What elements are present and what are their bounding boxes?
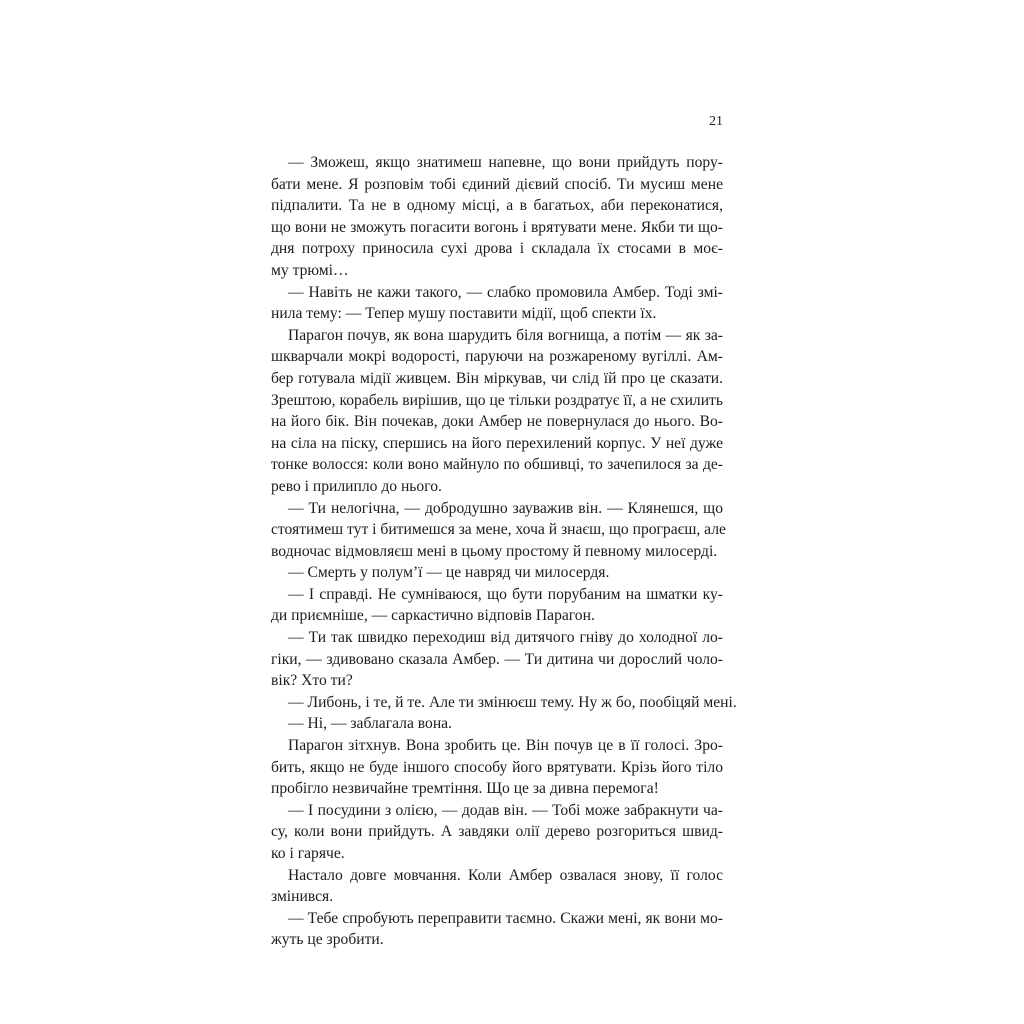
- paragraph: [271, 282, 723, 325]
- text-line: — Ні, — заблагала вона.: [288, 715, 452, 733]
- text-line: ди приємніше, — саркастично відповів Парагон.: [271, 607, 595, 625]
- text-line: стоятимеш тут і битимешся за мене, хоча й знаєш, що програєш, але: [271, 521, 726, 539]
- text-line: на сіла на піску, спершись на його перехилений корпус. У неї дуже: [271, 434, 723, 452]
- page-number: 21: [709, 114, 723, 129]
- text-line: — Смерть у полум’ї — це навряд чи милосердя.: [288, 564, 610, 582]
- text-line: гіки, — здивовано сказала Амбер. — Ти дитина чи дорослий чоло-: [271, 650, 723, 668]
- text-line: дня потроху приносила сухі дрова і складала їх стосами в моє-: [271, 240, 723, 258]
- text-line: пробігло незвичайне тремтіння. Що це за дивна перемога!: [271, 780, 659, 798]
- paragraph: [271, 692, 737, 714]
- text-line: нила тему: — Тепер мушу поставити мідії, щоб спекти їх.: [271, 305, 657, 323]
- text-line: — Навіть не кажи такого, — слабко промовила Амбер. Тоді змі-: [288, 283, 723, 301]
- text-line: водночас відмовляєш мені в цьому простому й певному милосерді.: [271, 542, 718, 560]
- paragraph: [271, 908, 723, 951]
- text-line: на його бік. Він почекав, доки Амбер не повернулася до нього. Во-: [271, 413, 723, 431]
- text-line: підпалити. Та не в одному місці, а в багатьох, аби переконатися,: [271, 197, 723, 215]
- paragraph: [271, 627, 723, 692]
- text-line: ко і гаряче.: [271, 845, 345, 862]
- text-line: що вони не зможуть погасити вогонь і врятувати мене. Якби ти що-: [271, 218, 723, 236]
- text-line: рево і прилипло до нього.: [271, 477, 442, 495]
- text-line: — Ти так швидко переходиш від дитячого гніву до холодної ло-: [288, 629, 723, 647]
- text-line: Зрештою, корабель вирішив, що це тільки роздратує її, а не схилить: [271, 391, 723, 409]
- text-line: бати мене. Я розповім тобі єдиний дієвий спосіб. Ти мусиш мене: [271, 175, 723, 193]
- paragraph: [271, 152, 723, 282]
- text-line: — Зможеш, якщо знатимеш напевне, що вони прийдуть пору-: [288, 154, 723, 171]
- paragraph: [271, 713, 723, 735]
- text-line: — І справді. Не сумніваюся, що бути порубаним на шматки ку-: [288, 585, 723, 603]
- text-line: Парагон почув, як вона шарудить біля вогнища, а потім — як за-: [288, 326, 723, 344]
- text-line: су, коли вони прийдуть. А завдяки олії дерево розгориться швид-: [271, 823, 723, 841]
- text-line: Парагон зітхнув. Вона зробить це. Він почув це в її голосі. Зро-: [288, 737, 723, 755]
- paragraph: [271, 325, 723, 498]
- paragraph: [271, 865, 723, 908]
- text-line: вік? Хто ти?: [271, 672, 353, 690]
- text-line: жуть це зробити.: [271, 931, 384, 949]
- text-line: тонке волосся: коли воно майнуло по обшивці, то зачепилося за де-: [271, 456, 723, 474]
- text-line: — Либонь, і те, й те. Але ти змінюєш тему. Ну ж бо, пообіцяй мені.: [288, 693, 737, 711]
- text-line: змінився.: [271, 888, 334, 906]
- paragraph: [271, 735, 723, 800]
- paragraph: [271, 562, 723, 584]
- paragraph: [271, 800, 723, 865]
- paragraph: [271, 498, 726, 563]
- text-line: — Тебе спробують переправити таємно. Скажи мені, як вони мо-: [288, 909, 723, 927]
- text-line: — І посудини з олією, — додав він. — Тобі може забракнути ча-: [288, 801, 723, 819]
- paragraph: [271, 584, 723, 627]
- text-line: бить, якщо не буде іншого способу його врятувати. Крізь його тіло: [271, 758, 723, 776]
- text-line: Настало довге мовчання. Коли Амбер озвалася знову, її голос: [288, 866, 723, 884]
- text-line: — Ти нелогічна, — добродушно зауважив він. — Клянешся, що: [288, 499, 723, 517]
- text-line: бер готувала мідії живцем. Він міркував, чи слід їй про це сказати.: [271, 369, 723, 387]
- text-line: шкварчали мокрі водорості, паруючи на розжареному вугіллі. Ам-: [271, 348, 723, 366]
- text-line: му трюмі…: [271, 261, 349, 279]
- body-text: [271, 152, 737, 951]
